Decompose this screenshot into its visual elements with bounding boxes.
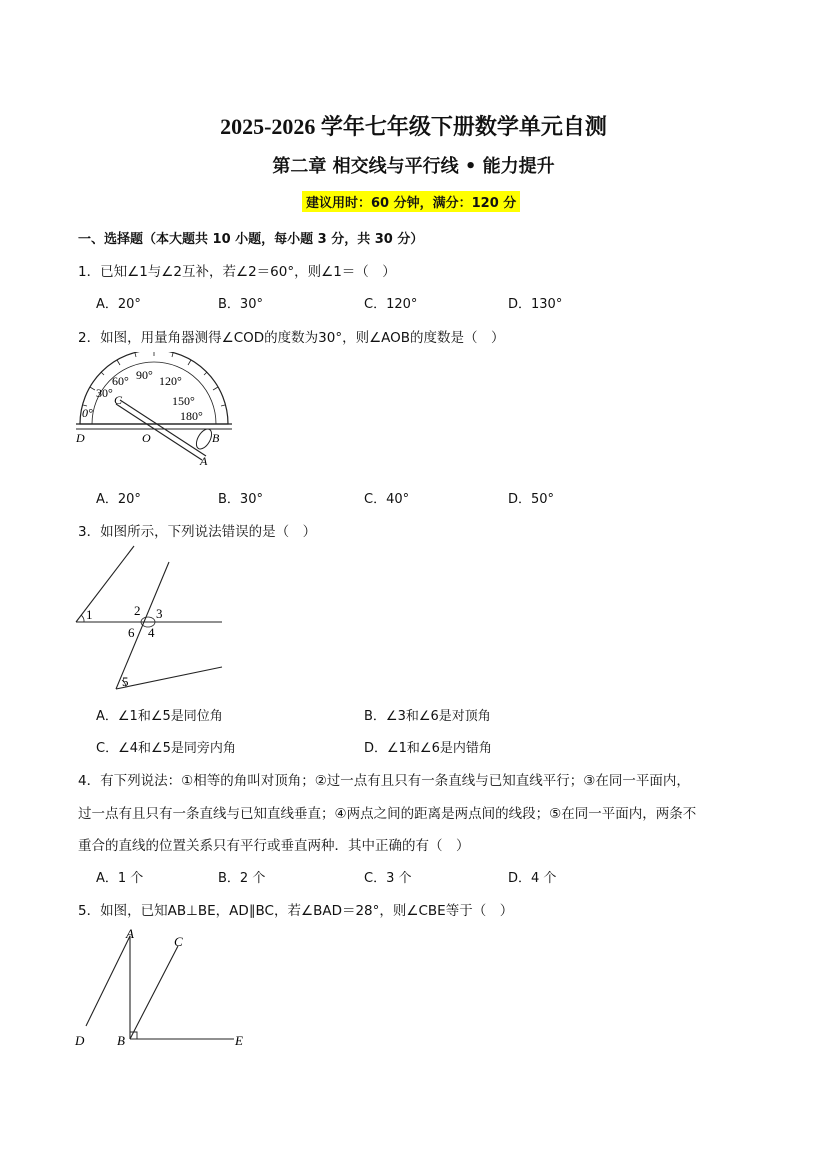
q3-option-d[interactable]: D．∠1和∠6是内错角 xyxy=(364,741,492,756)
point-label-b: B xyxy=(117,1033,125,1048)
angle-label-5: 5 xyxy=(122,674,129,689)
q3-option-b[interactable]: B．∠3和∠6是对顶角 xyxy=(364,709,491,724)
question-2-stem: 2．如图，用量角器测得∠COD的度数为30°，则∠AOB的度数是（ ） xyxy=(78,330,505,346)
q2-option-d[interactable]: D．50° xyxy=(508,492,555,507)
tick-label-120: 120° xyxy=(159,374,182,388)
point-label-e: E xyxy=(235,1033,243,1048)
angle-label-1: 1 xyxy=(86,607,93,622)
q1-option-d[interactable]: D．130° xyxy=(508,297,563,312)
point-label-o: O xyxy=(142,431,151,445)
tick-label-90: 90° xyxy=(136,368,153,382)
tick-label-60: 60° xyxy=(112,374,129,388)
line-bc xyxy=(130,946,178,1039)
point-label-b: B xyxy=(212,431,220,445)
point-label-a: A xyxy=(200,454,208,468)
question-4-stem-line-3: 重合的直线的位置关系只有平行或垂直两种．其中正确的有（ ） xyxy=(78,838,470,854)
point-label-c: C xyxy=(174,934,183,949)
angle-label-6: 6 xyxy=(128,625,135,640)
question-4-stem-line-1: 4．有下列说法：①相等的角叫对顶角；②过一点有且只有一条直线与已知直线平行；③在同一平面内， xyxy=(78,773,690,789)
bottom-line xyxy=(116,667,222,689)
section-heading: 一、选择题（本大题共 10 小题，每小题 3 分，共 30 分） xyxy=(78,232,424,247)
q3-option-a[interactable]: A．∠1和∠5是同位角 xyxy=(96,709,223,724)
point-label-c: C xyxy=(114,393,123,407)
tick-label-150: 150° xyxy=(172,394,195,408)
tick-label-0: 0° xyxy=(82,406,93,420)
angle-label-3: 3 xyxy=(156,606,163,621)
point-label-d: D xyxy=(76,431,85,445)
angle-label-4: 4 xyxy=(148,625,155,640)
q1-option-c[interactable]: C．120° xyxy=(364,297,418,312)
question-4-stem-line-2: 过一点有且只有一条直线与已知直线垂直；④两点之间的距离是两点间的线段；⑤在同一平面内，两条不 xyxy=(78,806,697,822)
line-da xyxy=(86,936,130,1026)
question-3-stem: 3．如图所示，下列说法错误的是（ ） xyxy=(78,524,317,540)
chapter-subtitle: 第二章 相交线与平行线 • 能力提升 xyxy=(272,156,555,177)
perpendicular-figure xyxy=(72,926,252,1056)
protractor-figure xyxy=(72,352,232,470)
tick-label-180: 180° xyxy=(180,409,203,423)
q3-option-c[interactable]: C．∠4和∠5是同旁内角 xyxy=(96,741,236,756)
question-5-stem: 5．如图，已知AB⊥BE，AD∥BC，若∠BAD＝28°，则∠CBE等于（ ） xyxy=(78,903,514,919)
q2-option-a[interactable]: A．20° xyxy=(96,492,141,507)
q4-option-b[interactable]: B．2 个 xyxy=(218,871,266,886)
question-1-stem: 1．已知∠1与∠2互补，若∠2＝60°，则∠1＝（ ） xyxy=(78,264,396,280)
q2-option-b[interactable]: B．30° xyxy=(218,492,263,507)
q1-option-a[interactable]: A．20° xyxy=(96,297,141,312)
angle-label-2: 2 xyxy=(134,603,141,618)
tick-label-30: 30° xyxy=(96,386,113,400)
q4-option-d[interactable]: D．4 个 xyxy=(508,871,557,886)
point-label-a: A xyxy=(126,926,134,941)
q2-option-c[interactable]: C．40° xyxy=(364,492,410,507)
q1-option-b[interactable]: B．30° xyxy=(218,297,263,312)
q4-option-c[interactable]: C．3 个 xyxy=(364,871,412,886)
page-title: 2025-2026 学年七年级下册数学单元自测 xyxy=(220,114,607,139)
time-score-note: 建议用时：60 分钟，满分：120 分 xyxy=(302,191,520,212)
q4-option-a[interactable]: A．1 个 xyxy=(96,871,144,886)
angles-figure xyxy=(72,545,232,695)
point-label-d: D xyxy=(75,1033,85,1048)
left-transversal xyxy=(76,546,134,622)
